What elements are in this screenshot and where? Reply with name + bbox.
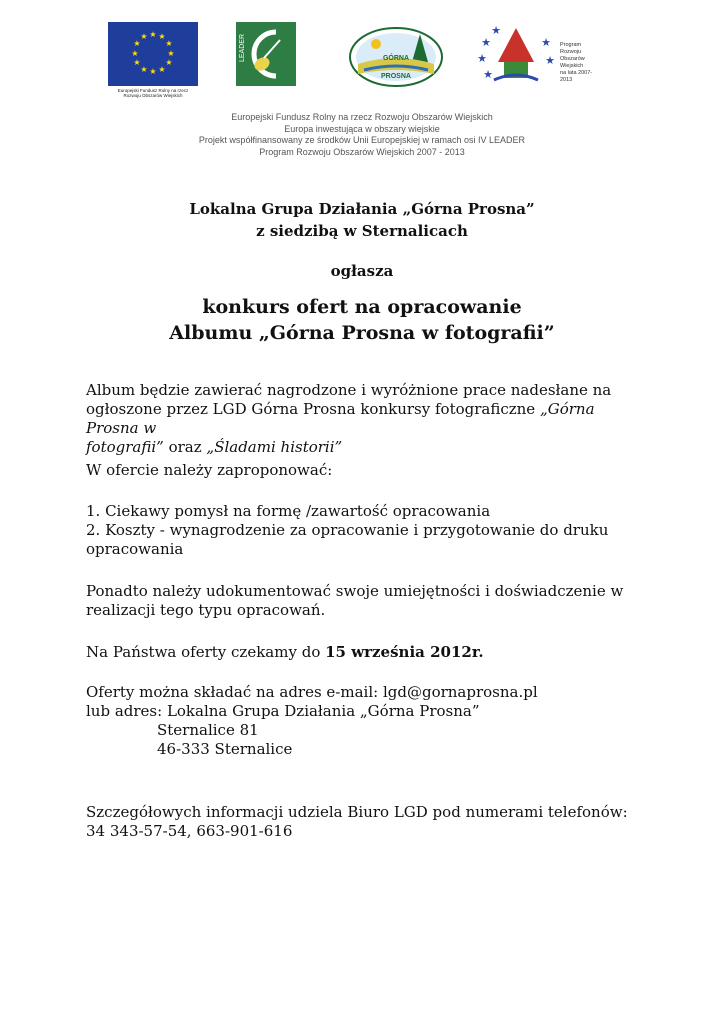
contact-address: [86, 683, 646, 759]
svg-text:★: ★: [133, 58, 141, 67]
gorna-prosna-logo: [346, 26, 446, 88]
gorna-prosna-icon: [346, 26, 446, 88]
eu-flag-icon: [108, 22, 198, 86]
list-item: 1. Ciekawy pomysł na formę /zawartość opracowania: [86, 502, 491, 520]
svg-text:GÓRNA: GÓRNA: [382, 55, 410, 62]
info-paragraph: Szczegółowych informacji udziela Biuro LGD pod numerami telefonów: 34 343-57-54, 663-901-616: [86, 803, 646, 841]
address-street: Sternalice 81: [157, 721, 259, 739]
organization-seat: z siedzibą w Sternalicach: [256, 222, 468, 240]
svg-text:★: ★: [483, 68, 493, 81]
list-item: 2. Koszty - wynagrodzenie za opracowanie i przygotowanie do druku: [86, 521, 609, 539]
svg-text:★: ★: [545, 54, 555, 67]
svg-text:★: ★: [158, 32, 166, 41]
logo-bar: [108, 22, 598, 102]
documentation-paragraph: Ponadto należy udokumentować swoje umiejętności i doświadczenie w realizacji tego typu opracowań.: [86, 582, 624, 619]
address-line: lub adres: Lokalna Grupa Działania „Górna Prosna”: [86, 702, 480, 720]
deadline-paragraph: Na Państwa oferty czekamy do 15 września 2012r.: [86, 643, 484, 661]
svg-text:★: ★: [541, 36, 551, 49]
svg-text:★: ★: [133, 39, 141, 48]
funding-line: Europejski Fundusz Rolny na rzecz Rozwoju Obszarów Wiejskich: [231, 112, 493, 122]
deadline-date: 15 września 2012r.: [325, 643, 484, 661]
leader-icon: [236, 22, 296, 86]
svg-text:★: ★: [477, 52, 487, 65]
email-line: Oferty można składać na adres e-mail: lgd@gornaprosna.pl: [86, 683, 538, 701]
svg-text:★: ★: [149, 30, 157, 39]
svg-text:★: ★: [491, 24, 501, 37]
prow-logo: [474, 22, 594, 90]
svg-text:★: ★: [481, 36, 491, 49]
svg-text:★: ★: [167, 49, 175, 58]
phone-numbers: 34 343-57-54, 663-901-616: [86, 822, 293, 840]
svg-text:★: ★: [140, 32, 148, 41]
funding-notice: [0, 112, 724, 158]
eu-logo: [108, 22, 198, 98]
svg-text:★: ★: [158, 65, 166, 74]
prow-icon: [474, 22, 558, 90]
leader-logo: [236, 22, 296, 86]
announces-label: ogłasza: [330, 262, 394, 280]
address-city: 46-333 Sternalice: [157, 740, 293, 758]
offer-list: 1. Ciekawy pomysł na formę /zawartość opracowania 2. Koszty - wynagrodzenie za opracowanie i przygotowanie do druku opracowania: [86, 502, 646, 559]
eu-caption: Europejski Fundusz Rolny na rzecz Rozwoju Obszarów Wiejskich: [117, 88, 189, 98]
svg-text:★: ★: [140, 65, 148, 74]
organization-name: Lokalna Grupa Działania „Górna Prosna”: [189, 200, 535, 218]
prow-caption: Program Rozwoju Obszarów Wiejskich na lata 2007-2013: [560, 42, 593, 83]
svg-text:LEADER: LEADER: [239, 33, 246, 62]
document-title: konkurs ofert na opracowanie: [202, 296, 522, 318]
svg-text:★: ★: [131, 49, 139, 58]
funding-line: Europa inwestująca w obszary wiejskie: [284, 123, 440, 134]
funding-line: Projekt współfinansowany ze środków Unii Europejskiej w ramach osi IV LEADER: [198, 135, 526, 145]
document-subtitle: Albumu „Górna Prosna w fotografii”: [169, 322, 555, 344]
svg-text:★: ★: [165, 58, 173, 67]
svg-text:★: ★: [165, 39, 173, 48]
funding-line: Program Rozwoju Obszarów Wiejskich 2007 - 2013: [259, 146, 465, 157]
offer-intro: W ofercie należy zaproponować:: [86, 461, 333, 479]
svg-text:PROSNA: PROSNA: [381, 73, 411, 80]
intro-paragraph: Album będzie zawierać nagrodzone i wyróżnione prace nadesłane na ogłoszone przez LGD Górna Prosna konkursy fotograficzne „Górna Prosna w fotografii” oraz „Śladami historii”: [86, 381, 612, 456]
eu-stars-icon: [108, 22, 198, 86]
svg-text:★: ★: [149, 67, 157, 76]
